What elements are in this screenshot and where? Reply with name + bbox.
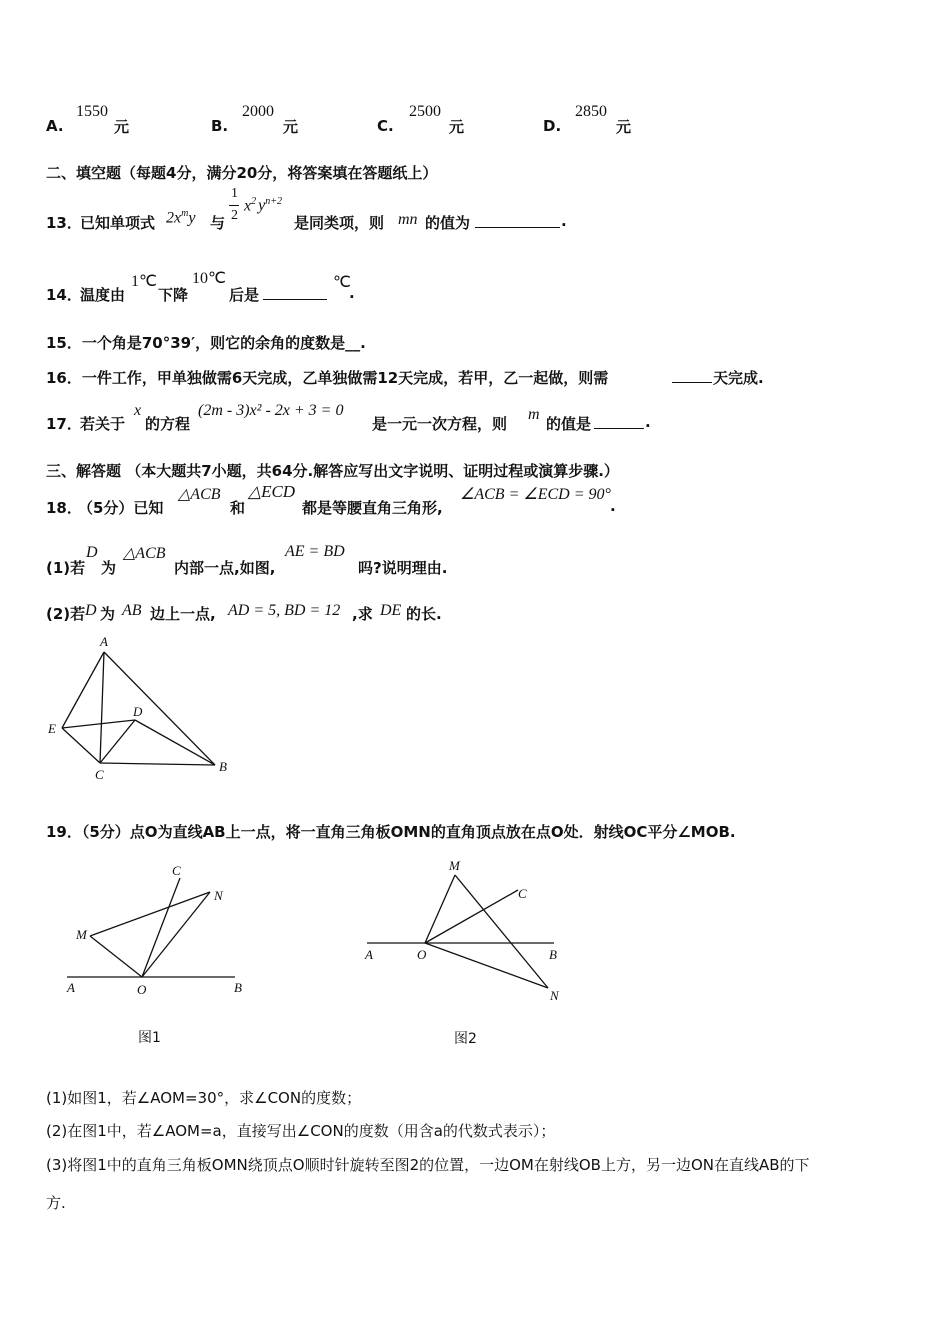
- q18-2-D: D: [85, 602, 97, 619]
- fig19-1-label-C: C: [172, 863, 181, 878]
- fig18-label-E: E: [48, 721, 56, 736]
- option-d-unit: 元: [616, 118, 632, 136]
- option-c-letter: C.: [377, 117, 394, 135]
- q13-end: .: [561, 212, 567, 230]
- q18-2-post: ,求: [352, 605, 373, 623]
- q17-post: 是一元一次方程，则: [372, 415, 508, 433]
- option-d-value: 2850: [575, 103, 607, 120]
- q17-x: x: [134, 402, 142, 419]
- q18-post: 都是等腰直角三角形,: [302, 499, 443, 517]
- q17-tail: 的值是: [546, 415, 592, 433]
- fig19-2-label-C: C: [518, 886, 527, 901]
- option-a-unit: 元: [114, 118, 130, 136]
- q13-frac-den: 2: [231, 208, 238, 223]
- q19-3-text-line1: (3)将图1中的直角三角板OMN绕顶点O顺时针旋转至图2的位置，一边OM在射线OB上方，另一边ON在直线AB的下: [46, 1156, 810, 1174]
- q17-answer-blank[interactable]: [594, 414, 644, 429]
- option-a-letter: A.: [46, 117, 64, 135]
- q18-2-label: (2)若: [46, 605, 86, 623]
- q18-1-D: D: [86, 544, 98, 561]
- option-d-letter: D.: [543, 117, 562, 135]
- fig19-2-caption: 图2: [454, 1031, 477, 1047]
- q17-equation: (2m - 3)x² - 2x + 3 = 0: [198, 402, 344, 419]
- fig19-2-label-N: N: [550, 988, 559, 1003]
- q17-pre: 若关于: [80, 415, 126, 433]
- q14-number: 14．: [46, 286, 82, 304]
- q18-1-tail: 吗?说明理由.: [358, 559, 448, 577]
- q18-end: .: [610, 497, 616, 515]
- q18-2-wei: 为: [100, 605, 116, 623]
- section3-heading: 三、解答题 （本大题共7小题，共64分.解答应写出文字说明、证明过程或演算步骤.）: [46, 462, 619, 480]
- q18-2-AB: AB: [122, 602, 142, 619]
- q16-tail: 天完成.: [713, 369, 764, 387]
- q18-1-wei: 为: [101, 559, 117, 577]
- q18-number: 18．: [46, 499, 82, 517]
- q17-end: .: [645, 413, 651, 431]
- section2-heading: 二、填空题（每题4分，满分20分，将答案填在答题纸上）: [46, 164, 438, 182]
- figure-q18: [40, 630, 240, 785]
- q17-number: 17．: [46, 415, 82, 433]
- q18-1-label: (1)若: [46, 559, 86, 577]
- fig19-2-label-A: A: [365, 947, 373, 962]
- option-c-unit: 元: [449, 118, 465, 136]
- q16-text: 16．一件工作，甲单独做需6天完成，乙单独做需12天完成，若甲，乙一起做，则需: [46, 369, 609, 387]
- q19-3-text-line2: 方.: [46, 1194, 66, 1212]
- q18-tri2: △ECD: [248, 482, 296, 501]
- q13-tail: 的值为: [425, 214, 471, 232]
- q13-frac-bar: [229, 205, 239, 206]
- fig18-label-C: C: [95, 767, 104, 782]
- q13-pre: 已知单项式: [80, 214, 156, 232]
- q14-temp2: 10℃: [192, 270, 226, 287]
- option-b-value: 2000: [242, 103, 274, 120]
- figure-q19-1: [60, 860, 260, 1050]
- q13-number: 13．: [46, 214, 82, 232]
- q13-mono1: $2x^my$: [166, 208, 196, 227]
- fig19-2-label-B: B: [549, 947, 557, 962]
- q18-2-eq: AD = 5, BD = 12: [228, 602, 341, 619]
- q18-angle: ∠ACB = ∠ECD = 90°: [460, 486, 611, 503]
- q18-points: （5分）已知: [78, 499, 164, 517]
- fig19-2-label-O: O: [417, 947, 427, 962]
- option-c-value: 2500: [409, 103, 441, 120]
- q18-and: 和: [230, 499, 246, 517]
- option-b-letter: B.: [211, 117, 229, 135]
- q18-1-tri: △ACB: [123, 545, 166, 562]
- q18-1-eq: AE = BD: [285, 543, 345, 560]
- q14-unit: ℃: [333, 274, 351, 291]
- q13-mono2: $x^2$ $y^{n+2}$: [244, 196, 282, 215]
- fig18-label-B: B: [219, 759, 227, 774]
- q18-tri1: △ACB: [178, 486, 221, 503]
- q19-1-text: (1)如图1，若∠AOM=30°，求∠CON的度数；: [46, 1089, 362, 1107]
- fig18-label-A: A: [100, 634, 108, 649]
- q17-m: m: [528, 406, 540, 423]
- fig19-1-label-O: O: [137, 982, 147, 997]
- option-a-value: 1550: [76, 103, 108, 120]
- q13-answer-blank[interactable]: [475, 213, 560, 228]
- option-b-unit: 元: [283, 118, 299, 136]
- fig19-1-label-M: M: [76, 927, 87, 942]
- q13-mid: 与: [210, 214, 226, 232]
- q16-answer-blank[interactable]: [672, 368, 712, 383]
- q19-2-text: (2)在图1中，若∠AOM=a，直接写出∠CON的度数（用含a的代数式表示）；: [46, 1122, 556, 1140]
- fig19-1-caption: 图1: [138, 1030, 161, 1046]
- q14-end: .: [349, 284, 355, 302]
- fig19-1-label-N: N: [214, 888, 223, 903]
- q13-frac-num: 1: [231, 186, 238, 201]
- q14-mid: 下降: [158, 286, 189, 304]
- q14-answer-blank[interactable]: [263, 285, 327, 300]
- fig19-1-label-A: A: [67, 980, 75, 995]
- q14-temp1: 1℃: [131, 273, 157, 290]
- q18-2-mid: 边上一点,: [150, 605, 216, 623]
- fig18-label-D: D: [133, 704, 143, 719]
- q18-1-post: 内部一点,如图,: [174, 559, 276, 577]
- q18-2-DE: DE: [380, 602, 402, 619]
- q14-post: 后是: [229, 286, 260, 304]
- fig19-1-label-B: B: [234, 980, 242, 995]
- q19-text: 19．（5分）点O为直线AB上一点，将一直角三角板OMN的直角顶点放在点O处．射线OC平分∠MOB.: [46, 823, 736, 841]
- figure-q19-2: [360, 855, 570, 1050]
- q17-mid: 的方程: [145, 415, 191, 433]
- q13-post: 是同类项，则: [294, 214, 385, 232]
- q15-text: 15．一个角是70°39′，则它的余角的度数是__.: [46, 334, 366, 352]
- fig19-2-label-M: M: [449, 858, 460, 873]
- q18-2-tail: 的长.: [406, 605, 442, 623]
- q14-pre: 温度由: [80, 286, 126, 304]
- q13-mn: mn: [398, 211, 418, 228]
